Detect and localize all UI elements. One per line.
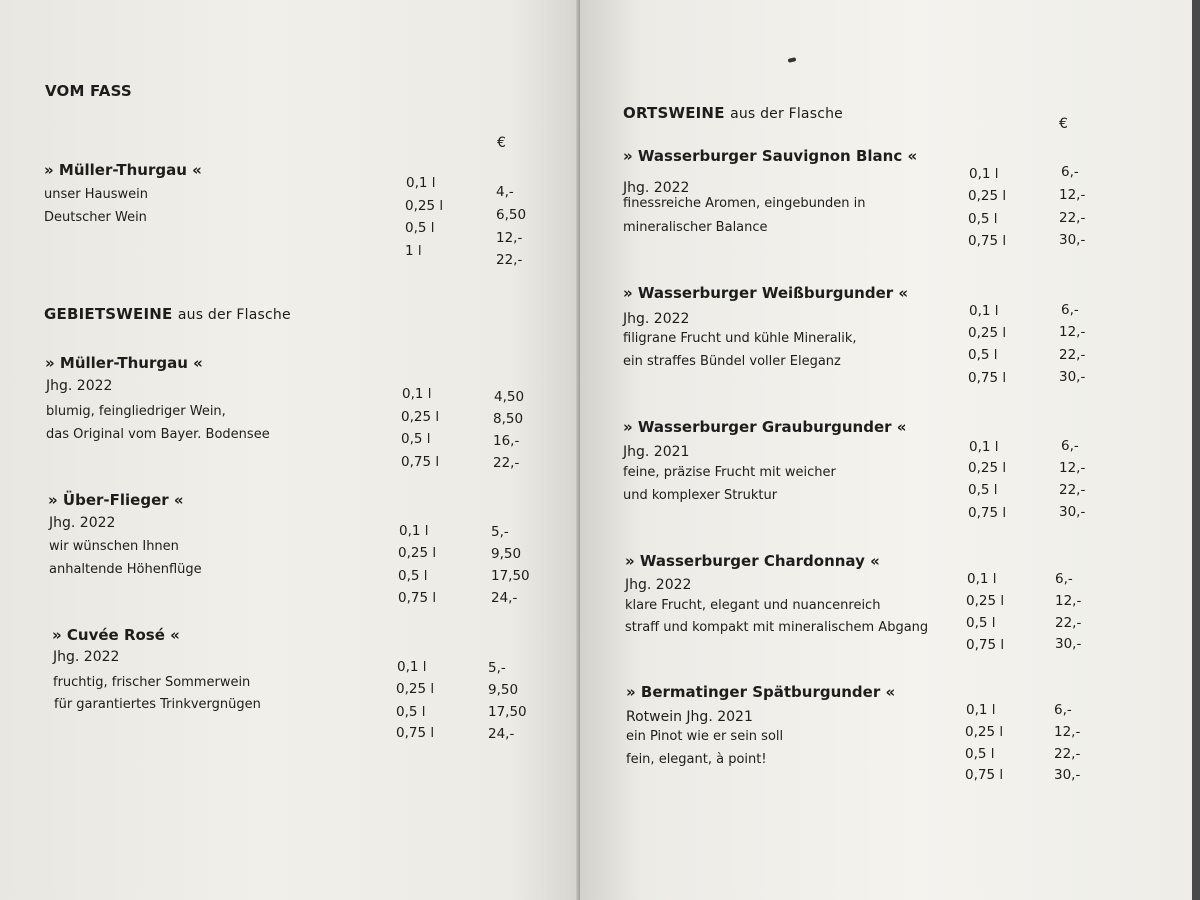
price: 6,- [1055,571,1073,587]
volume: 0,25 l [401,409,440,425]
section-title-vom-fass: VOM FASS [45,82,132,100]
price: 9,50 [488,682,519,698]
price: 30,- [1055,636,1082,652]
volume: 0,1 l [969,166,999,182]
right-page [580,0,1192,900]
wine-description: wir wünschen Ihnen [49,539,179,554]
price: 8,50 [493,411,524,427]
price: 24,- [488,726,515,742]
price: 22,- [1054,746,1081,762]
volume: 0,25 l [396,681,435,697]
price: 22,- [1059,210,1086,226]
volume: 0,1 l [966,702,996,718]
wine-description: ein straffes Bündel voller Eleganz [623,354,841,369]
wine-vintage: Jhg. 2022 [623,180,690,196]
volume: 0,75 l [968,505,1007,521]
price: 30,- [1059,369,1086,385]
volume: 0,25 l [965,724,1004,740]
volume: 0,25 l [398,545,437,561]
wine-vintage: Jhg. 2022 [49,515,116,531]
price: 22,- [496,252,523,268]
volume: 0,75 l [968,233,1007,249]
wine-description: blumig, feingliedriger Wein, [46,404,226,419]
price: 30,- [1054,767,1081,783]
volume: 0,1 l [402,386,432,402]
left-page [0,0,580,900]
wine-description: mineralischer Balance [623,220,768,235]
wine-description: Deutscher Wein [44,210,147,225]
wine-description: straff und kompakt mit mineralischem Abgang [625,620,929,635]
wine-description: unser Hauswein [44,187,148,202]
wine-name: » Über-Flieger « [48,491,184,509]
price: 16,- [493,433,520,449]
volume: 0,25 l [968,325,1007,341]
wine-vintage: Jhg. 2021 [623,444,690,460]
volume: 0,75 l [398,590,437,606]
price: 22,- [1059,347,1086,363]
price: 17,50 [491,568,530,584]
price: 6,- [1061,302,1079,318]
section-title-gebietsweine [44,305,291,323]
price: 4,50 [494,389,525,405]
volume: 0,5 l [396,704,426,720]
volume: 0,1 l [969,303,999,319]
section-subtitle: aus der Flasche [177,307,291,323]
section-title-ortsweine [623,104,843,122]
price: 30,- [1059,504,1086,520]
wine-description: fruchtig, frischer Sommerwein [53,675,251,690]
wine-name: » Müller-Thurgau « [45,354,203,372]
price: 12,- [1059,460,1086,476]
price: 12,- [1055,593,1082,609]
price: 17,50 [488,704,527,720]
wine-name: » Wasserburger Weißburgunder « [623,284,909,302]
wine-vintage: Rotwein Jhg. 2021 [626,709,753,725]
volume: 0,1 l [969,439,999,455]
volume: 0,75 l [968,370,1007,386]
volume: 0,5 l [968,347,998,363]
volume: 0,75 l [965,767,1004,783]
price: 22,- [493,455,520,471]
volume: 0,1 l [399,523,429,539]
wine-description: feine, präzise Frucht mit weicher [623,465,836,480]
volume: 0,25 l [405,198,444,214]
wine-description: und komplexer Struktur [623,488,778,503]
wine-vintage: Jhg. 2022 [53,649,120,665]
wine-name: » Müller-Thurgau « [44,161,202,179]
volume: 0,5 l [401,431,431,447]
volume: 0,1 l [397,659,427,675]
price: 22,- [1055,615,1082,631]
price: 6,- [1061,164,1079,180]
volume: 0,25 l [968,188,1007,204]
section-title-text: ORTSWEINE [623,104,725,122]
volume: 0,5 l [965,746,995,762]
wine-description: filigrane Frucht und kühle Mineralik, [623,331,857,346]
price: 30,- [1059,232,1086,248]
volume: 0,75 l [396,725,435,741]
price: 6,- [1054,702,1072,718]
wine-name: » Wasserburger Chardonnay « [625,552,880,570]
volume: 0,25 l [966,593,1005,609]
currency-label: € [497,135,506,151]
volume: 0,5 l [968,482,998,498]
wine-vintage: Jhg. 2022 [46,378,113,394]
wine-name: » Cuvée Rosé « [52,626,180,644]
price: 12,- [1059,324,1086,340]
wine-name: » Wasserburger Grauburgunder « [623,418,907,436]
volume: 0,5 l [405,220,435,236]
price: 12,- [1054,724,1081,740]
volume: 0,1 l [406,175,436,191]
wine-description: für garantiertes Trinkvergnügen [54,697,261,712]
wine-description: anhaltende Höhenflüge [49,562,202,577]
price: 5,- [488,660,506,676]
wine-description: ein Pinot wie er sein soll [626,729,784,744]
price: 6,- [1061,438,1079,454]
price: 9,50 [491,546,522,562]
volume: 0,5 l [398,568,428,584]
wine-vintage: Jhg. 2022 [625,577,692,593]
price: 5,- [491,524,509,540]
volume: 0,75 l [401,454,440,470]
section-subtitle: aus der Flasche [730,106,843,122]
background-edge [1192,0,1200,900]
wine-description: das Original vom Bayer. Bodensee [46,427,270,442]
price: 12,- [1059,187,1086,203]
price: 6,50 [496,207,527,223]
volume: 0,5 l [968,211,998,227]
price: 22,- [1059,482,1086,498]
price: 24,- [491,590,518,606]
currency-label: € [1059,116,1068,132]
wine-description: finessreiche Aromen, eingebunden in [623,196,866,211]
volume: 0,25 l [968,460,1007,476]
section-title-text: GEBIETSWEINE [44,305,173,323]
price: 4,- [496,184,514,200]
volume: 0,1 l [967,571,997,587]
wine-name: » Wasserburger Sauvignon Blanc « [623,147,918,165]
price: 12,- [496,230,523,246]
volume: 0,5 l [966,615,996,631]
wine-vintage: Jhg. 2022 [623,311,690,327]
wine-description: fein, elegant, à point! [626,752,767,767]
wine-description: klare Frucht, elegant und nuancenreich [625,598,881,613]
volume: 0,75 l [966,637,1005,653]
wine-name: » Bermatinger Spätburgunder « [626,683,896,701]
volume: 1 l [405,243,422,259]
